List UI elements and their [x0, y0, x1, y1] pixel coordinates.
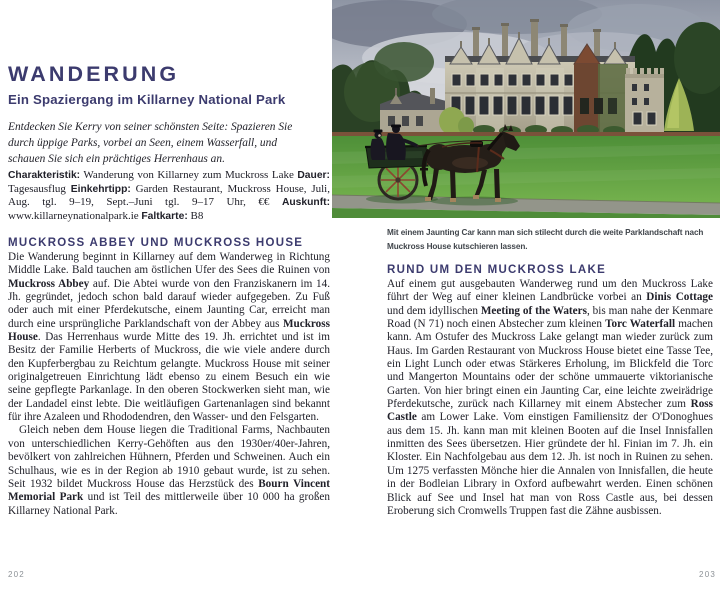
page-number-left: 202 [8, 570, 25, 579]
page-subtitle: Ein Spaziergang im Killarney National Park [8, 92, 286, 107]
page-title: WANDERUNG [8, 62, 180, 86]
body-text-right [387, 278, 713, 518]
photo-caption: Mit einem Jaunting Car kann man sich stilecht durch die weite Parklandschaft nach Muckross House kutschieren lassen. [387, 228, 704, 252]
page-number-right: 203 [699, 570, 716, 579]
body-paragraph: Gleich neben dem House liegen die Traditional Farms, Nachbauten von unterschiedlichen Kerry-Gehöften aus den 1930er/40er-Jahren, bevölkert von zahlreichen Hühnern, Pferden und Schweinen. Auch ein Schulhaus, wie es in der Region ab 1910 gebaut wurde, ist zu sehen. Seit 1932 bildet Muckross House das Herzstück des Bourn Vincent Memorial Park und ist Teil des mittlerweile über 10 000 ha großen Killarney National Park. [8, 424, 330, 517]
photo-jaunting-car-muckross-house [332, 0, 720, 218]
photo-illustration [332, 0, 720, 218]
body-paragraph: Auf einem gut ausgebauten Wanderweg rund um den Muckross Lake führt der Weg auf einer kleinen Landbrücke vorbei an Dinis Cottage und dem idyllischen Meeting of the Waters, bis man nahe der Kenmare Road (N 71) noch einen Abstecher zum kleinen Torc Waterfall machen kann. Am Ostufer des Muckross Lake gelangt man wieder zurück zum Haus. Im Garden Restaurant von Muckross House bietet eine Tasse Tee, ein Light Lunch oder etwas Stärkeres Erholung, im Blickfeld die Torc und Mangerton Mountains oder der schöne ummauerte viktorianische Garten. Von hier bringt einen ein Jaunting Car, eine leichte zweirädrige Pferdekutsche, zurück nach Killarney mit einem Abstecher zum Ross Castle am Lower Lake. Vom einstigen Familiensitz der O'Donoghues aus dem 15. Jh. kann man mit kleinen Booten auf die Insel Innisfallen inmitten des Sees übersetzen. Hier gründete der hl. Finian im 7. Jh. ein Kloster. Ein Nachfolgebau aus dem 12. Jh. ist noch in Ruinen zu sehen. Um 1275 verfassten Mönche hier die Annalen von Innisfallen, die heute in der Bodleian Library in Oxford aufbewahrt werden. Einen schönen Blick auf See und Insel hat man von Ross Castle aus, bei dessen Eroberung sich Cromwells Truppen fast die Zähne ausbissen. [387, 278, 714, 517]
section-heading-right: RUND UM DEN MUCKROSS LAKE [387, 264, 607, 276]
section-heading-left: MUCKROSS ABBEY UND MUCKROSS HOUSE [8, 237, 304, 249]
body-paragraph: Die Wanderung beginnt in Killarney auf dem Wanderweg in Richtung Middle Lake. Bald tauchen am östlichen Ufer des Sees die Ruinen von Muckross Abbey auf. Die Abtei wurde von den Franziskanern im 14. Jh. gegründet, jedoch schon bald darauf wieder aufgegeben. Zu Fuß oder auch mit einer Pferdekutsche, einem Jaunting Car, erreicht man durch eine ursprüngliche Parklandschaft von der Abbey aus Muckross House. Das Herrenhaus wurde Mitte des 19. Jh. errichtet und ist im Besitz der Familie Herberts of Muckross, die wie viele andere durch den Kupferbergbau zu Reichtum gelangte. Muckross House mit seiner originalgetreuen Einrichtung lädt ebenso zu einem Besuch ein wie seine gepflegte Parkanlage. In den oberen Stockwerken sieht man, wie der Landadel einst lebte. Die weitläufigen Gartenanlagen sind bekannt für ihre Azaleen und Rhododendren, den Wasser- und den Felsgarten. [8, 251, 331, 424]
intro-text: Entdecken Sie Kerry von seiner schönsten Seite: Spazieren Sie durch üppige Parks, vorbei an Seen, einem Wasserfall, und schauen Sie sich ein prächtiges Herrenhaus an. [8, 121, 293, 165]
body-text-left [8, 251, 330, 518]
info-block: Charakteristik: Wanderung von Killarney zum Muckross Lake Dauer: Tagesausflug Einkehrtipp: Garden Restaurant, Muckross House, Juli, Aug. tgl. 9–19, Sept.–Juni tgl. 9–17 Uhr, €€ Auskunft: www.killarneynationalpark.ie Faltkarte: B8 [8, 169, 330, 222]
